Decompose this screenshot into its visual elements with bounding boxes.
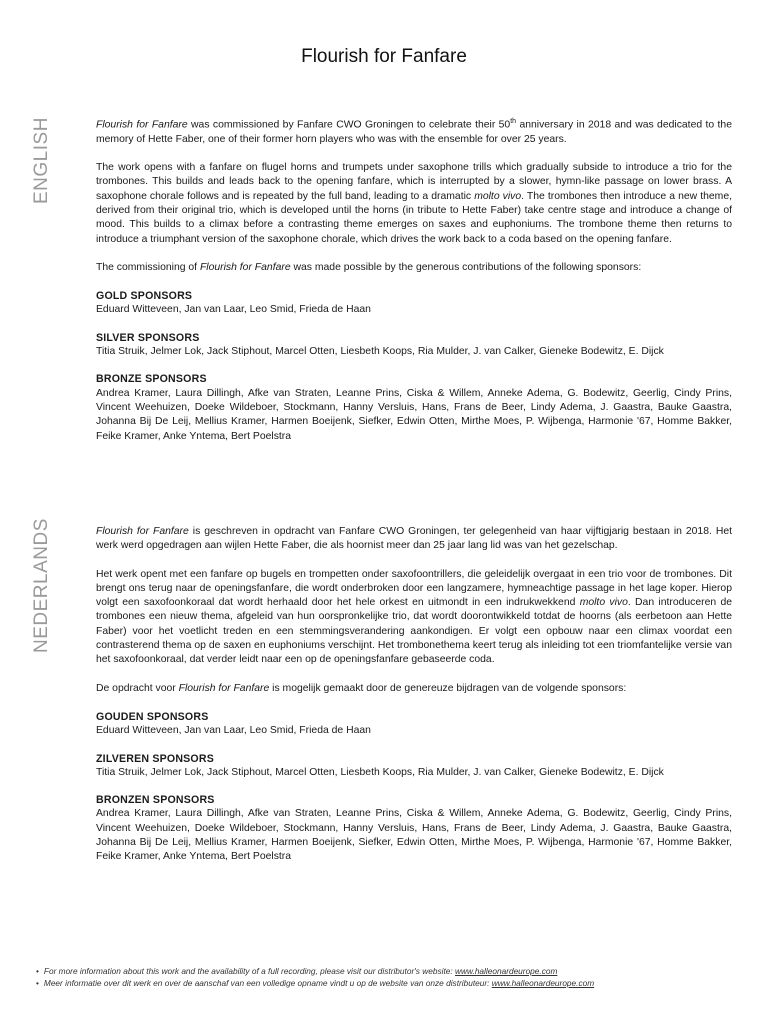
gold-sponsors-list: Eduard Witteveen, Jan van Laar, Leo Smid, Frieda de Haan bbox=[96, 304, 371, 316]
tempo-marking: molto vivo bbox=[579, 597, 628, 609]
distributor-link[interactable]: www.halleonardeurope.com bbox=[455, 966, 558, 976]
text: De opdracht voor bbox=[96, 682, 179, 694]
text: is geschreven in opdracht van Fanfare CWO Groningen, ter gelegenheid van haar vijftigjarig bestaan in 2018. Het werk werd opgedragen aan wijlen Hette Faber, die als hoornist meer dan 25 jaar lang lid was van het gezelschap. bbox=[96, 526, 732, 552]
superscript: th bbox=[510, 118, 517, 125]
work-title: Flourish for Fanfare bbox=[178, 682, 270, 694]
footer-notes bbox=[36, 966, 736, 989]
silver-sponsors-heading: ZILVEREN SPONSORS bbox=[96, 752, 214, 765]
bullet-icon: • bbox=[36, 977, 39, 988]
text: Het werk opent met een fanfare op bugels en trompetten onder saxofoontrillers, die geleidelijk overgaat in een trio voor de trombones. Dit brengt ons terug naar de openingsfanfare, die wordt onderbroken door een langzamere, hymneachtige passage in het lage koper. Hierop volgt een saxofoonkoraal dat wordt herhaald door het hele orkest en uitmondt in een indrukwekkend bbox=[96, 568, 732, 609]
bronze-sponsors-heading: BRONZEN SPONSORS bbox=[96, 794, 215, 807]
dutch-intro-paragraph bbox=[96, 525, 732, 554]
text: was made possible by the generous contributions of the following sponsors: bbox=[290, 261, 642, 273]
work-title: Flourish for Fanfare bbox=[96, 526, 189, 537]
gold-sponsors-heading: GOLD SPONSORS bbox=[96, 290, 193, 303]
distributor-link[interactable]: www.halleonardeurope.com bbox=[491, 977, 595, 988]
text: anniversary in 2018 and was dedicated to the memory of Hette Faber, one of their former horn players who was with the ensemble for over 25 years. bbox=[96, 119, 732, 145]
silver-sponsors-heading: SILVER SPONSORS bbox=[96, 331, 200, 344]
page-title: Flourish for Fanfare bbox=[301, 46, 467, 67]
text: is mogelijk gemaakt door de genereuze bijdragen van de volgende sponsors: bbox=[269, 682, 627, 694]
gold-sponsors-heading: GOUDEN SPONSORS bbox=[96, 710, 209, 723]
english-section bbox=[96, 115, 732, 457]
english-commission-paragraph bbox=[96, 261, 732, 275]
dutch-description-paragraph bbox=[96, 568, 732, 668]
bronze-sponsors-heading: BRONZE SPONSORS bbox=[96, 373, 207, 386]
silver-sponsors-list: Titia Struik, Jelmer Lok, Jack Stiphout, Marcel Otten, Liesbeth Koops, Ria Mulder, J. van Calker, Gieneke Bodewitz, E. Dijck bbox=[96, 346, 664, 358]
silver-sponsors-list: Titia Struik, Jelmer Lok, Jack Stiphout, Marcel Otten, Liesbeth Koops, Ria Mulder, J. van Calker, Gieneke Bodewitz, E. Dijck bbox=[96, 766, 664, 778]
bronze-sponsors-list: Andrea Kramer, Laura Dillingh, Afke van Straten, Leanne Prins, Ciska & Willem, Anneke Adema, G. Bodewitz, Geerlig, Cindy Prins, Vincent Weehuizen, Doeke Wildeboer, Stockmann, Hanny Versluis, Hans, Frans de Beer, Lindy Adema, J. Gaastra, Bauke Gaastra, Johanna Bij De Leij, Mellius Kramer, Harmen Boeijenk, Siefker, Edwin Otten, Mirthe Moes, P. Wijbenga, Harmonie '67, Homme Bakker, Feike Kramer, Anke Yntema, Bert Poelstra bbox=[96, 808, 732, 863]
text: . The trombones then introduce a new theme, derived from their original trio, which is developed until the horns (in tribute to Hette Faber) take centre stage and introduce a change of mood. This builds to a climax before a contrasting theme emerges on saxes and euphoniums. The trombone theme then returns to introduce a triumphant version of the saxophone chorale, which drives the work back to a coda based on the opening fanfare. bbox=[96, 190, 732, 245]
text: For more information about this work and the availability of a full recording, please visit our distributor's website: bbox=[43, 966, 455, 976]
dutch-side-label: NEDERLANDS bbox=[31, 518, 52, 653]
work-title: Flourish for Fanfare bbox=[199, 261, 291, 273]
footer-note-english bbox=[36, 966, 736, 978]
dutch-section bbox=[96, 525, 732, 878]
footer-note-dutch bbox=[36, 978, 736, 990]
bullet-icon: • bbox=[36, 966, 39, 976]
bronze-sponsors-list: Andrea Kramer, Laura Dillingh, Afke van Straten, Leanne Prins, Ciska & Willem, Anneke Adema, G. Bodewitz, Geerlig, Cindy Prins, Vincent Weehuizen, Doeke Wildeboer, Stockmann, Hanny Versluis, Hans, Frans de Beer, Lindy Adema, J. Gaastra, Bauke Gaastra, Johanna Bij De Leij, Mellius Kramer, Harmen Boeijenk, Siefker, Edwin Otten, Mirthe Moes, P. Wijbenga, Harmonie '67, Homme Bakker, Feike Kramer, Anke Yntema, Bert Poelstra bbox=[96, 387, 732, 442]
text: was commissioned by Fanfare CWO Groningen to celebrate their 50 bbox=[187, 119, 511, 131]
text: . Dan introduceren de trombones een nieuw thema, afgeleid van hun oorspronkelijke trio, dat wordt doorontwikkeld totdat de hoorns (als eerbetoon aan Hette Faber) voor het voetlicht treden en een stemmingsverandering aankondigen. Er volgt een opbouw naar een climax voordat een contrasterend thema op de saxen en euphoniums verschijnt. Het trombonethema keert terug als inleiding tot een triomfantelijke versie van het saxofoonkoraal, dat verder leidt naar een op de openingsfanfare gebaseerde coda. bbox=[96, 597, 733, 666]
text: The work opens with a fanfare on flugel horns and trumpets under saxophone trills which gradually subside to introduce a trio for the trombones. This builds and leads back to the opening fanfare, which is interrupted by a slower, hymn-like passage on lower brass. A saxophone chorale follows and is repeated by the full band, leading to a dramatic bbox=[96, 162, 732, 202]
gold-sponsors-list: Eduard Witteveen, Jan van Laar, Leo Smid, Frieda de Haan bbox=[96, 725, 371, 737]
text: Meer informatie over dit werk en over de aanschaf van een volledige opname vindt u op de website van onze distributeur: bbox=[43, 977, 492, 988]
work-title: Flourish for Fanfare bbox=[96, 119, 188, 131]
english-description-paragraph bbox=[96, 161, 732, 247]
english-side-label: ENGLISH bbox=[31, 117, 52, 204]
english-intro-paragraph bbox=[96, 115, 732, 147]
tempo-marking: molto vivo bbox=[474, 190, 522, 202]
text: The commissioning of bbox=[96, 261, 200, 273]
dutch-commission-paragraph bbox=[96, 682, 732, 696]
